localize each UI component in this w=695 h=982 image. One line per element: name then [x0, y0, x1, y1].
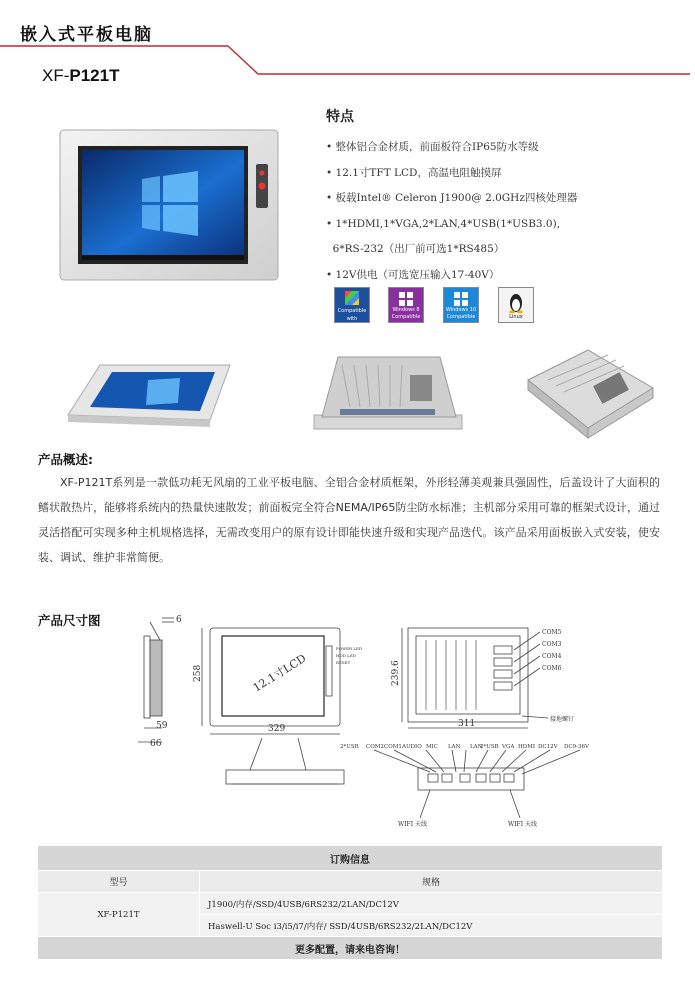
tux-icon: [499, 288, 533, 314]
io-label: 2*USB: [340, 744, 359, 750]
badge-line1: Windows 10: [445, 307, 477, 313]
dimension-drawing: [130, 610, 610, 835]
feature-item: • 整体铝合金材质，前面板符合IP65防水等级: [326, 141, 539, 153]
windows10-badge: [443, 287, 479, 323]
feature-item: • 板载Intel® Celeron J1900@ 2.0GHz四核处理器: [326, 192, 578, 204]
ground-label: 接地螺钉: [550, 716, 575, 723]
side-bottom-dim: 66: [150, 739, 162, 749]
side-top-dim: 6: [176, 615, 182, 625]
model-name: P121T: [69, 66, 120, 85]
feature-item: • 12V供电（可选宽压输入17-40V）: [326, 268, 500, 281]
col-spec-header: 规格: [200, 871, 663, 893]
io-label: VGA: [502, 744, 515, 750]
feature-item: • 12.1寸TFT LCD，高温电阻触摸屏: [326, 166, 502, 179]
badge-line1: Linux: [509, 314, 523, 320]
features-title: 特点: [326, 109, 354, 125]
product-angle-image: [60, 345, 235, 440]
product-side-image: [518, 340, 658, 440]
io-label: DC12V: [538, 744, 558, 750]
back-height-dim: 239.6: [391, 660, 401, 686]
windows8-badge: [388, 287, 424, 323]
col-model-header: 型号: [38, 871, 200, 893]
order-table: [38, 846, 662, 960]
overview-title: 产品概述:: [38, 452, 93, 467]
order-footer: 更多配置，请来电咨询！: [38, 937, 662, 960]
front-width-dim: 329: [268, 724, 286, 734]
dimensions-title: 产品尺寸图: [38, 613, 101, 628]
spec-cell: Haswell-U Soc i3/i5/i7/内存/ SSD/4USB/6RS232/2LAN/DC12V: [200, 915, 663, 937]
features-list: [326, 135, 666, 288]
linux-badge: [498, 287, 534, 323]
front-screen-label: 12.1寸LCD: [250, 651, 309, 695]
order-title: 订购信息: [38, 846, 662, 871]
com-label: COM3: [542, 641, 562, 648]
brand-title: 嵌入式平板电脑: [20, 25, 153, 45]
io-label: MIC: [426, 744, 439, 750]
com-label: COM5: [542, 629, 562, 636]
bottom-view: [226, 738, 344, 784]
back-view: [402, 628, 548, 728]
io-label: COM2: [366, 744, 384, 750]
io-label: DC9-36V: [564, 744, 589, 750]
io-label: HDMI: [518, 744, 536, 750]
os-badges: [334, 287, 534, 330]
feature-item: • 1*HDMI,1*VGA,2*LAN,4*USB(1*USB3.0),: [326, 217, 561, 230]
product-back-image: [310, 345, 465, 435]
io-label: 2*USB: [480, 744, 499, 750]
com-label: COM4: [542, 653, 562, 660]
side-mid-dim: 59: [156, 721, 168, 731]
front-height-dim: 258: [193, 664, 203, 682]
model-prefix: XF-: [42, 66, 70, 85]
spec-cell: J1900/内存/SSD/4USB/6RS232/2LAN/DC12V: [200, 893, 663, 915]
com-label: COM6: [542, 665, 562, 672]
front-led-label: HDD LED: [336, 653, 356, 658]
wifi-label-right: WIFI 天线: [508, 821, 537, 828]
badge-line1: Compatible with: [337, 308, 367, 322]
io-view: [374, 750, 580, 818]
badge-line2: Compatible: [446, 314, 476, 320]
io-label: LAN: [470, 744, 483, 750]
io-label: LAN: [448, 744, 461, 750]
model-cell: XF-P121T: [38, 893, 200, 937]
feature-item: 6*RS-232（出厂前可选1*RS485）: [326, 243, 505, 255]
wifi-label-left: WIFI 天线: [398, 821, 427, 828]
badge-line2: Windows 7: [338, 324, 366, 330]
io-label: AUDIO: [402, 744, 422, 750]
badge-line2: Compatible: [391, 314, 421, 320]
windows7-badge: [334, 287, 370, 330]
model-title: [42, 66, 119, 86]
overview-text: XF-P121T系列是一款低功耗无风扇的工业平板电脑、全铝合金材质框架，外形轻薄美观兼具强固性，后盖设计了大面积的鳍状散热片，能够将系统内的热量快速散发；前面板完全符合NEMA/IP65防尘防水标准；主机部分采用可靠的框架式设计，通过灵活搭配可实现多种主机规格选择，无需改变用户的原有设计即能快速升级和实现产品迭代。该产品采用面板嵌入式安装，使安装、调试、维护非常简便。: [38, 476, 660, 564]
badge-line1: Windows 8: [392, 307, 420, 313]
back-width-dim: 311: [458, 719, 476, 729]
product-front-image: [38, 118, 300, 288]
front-led-label: POWER LED: [336, 646, 363, 651]
front-led-label: RESET: [336, 660, 351, 665]
io-label: COM1: [384, 744, 402, 750]
